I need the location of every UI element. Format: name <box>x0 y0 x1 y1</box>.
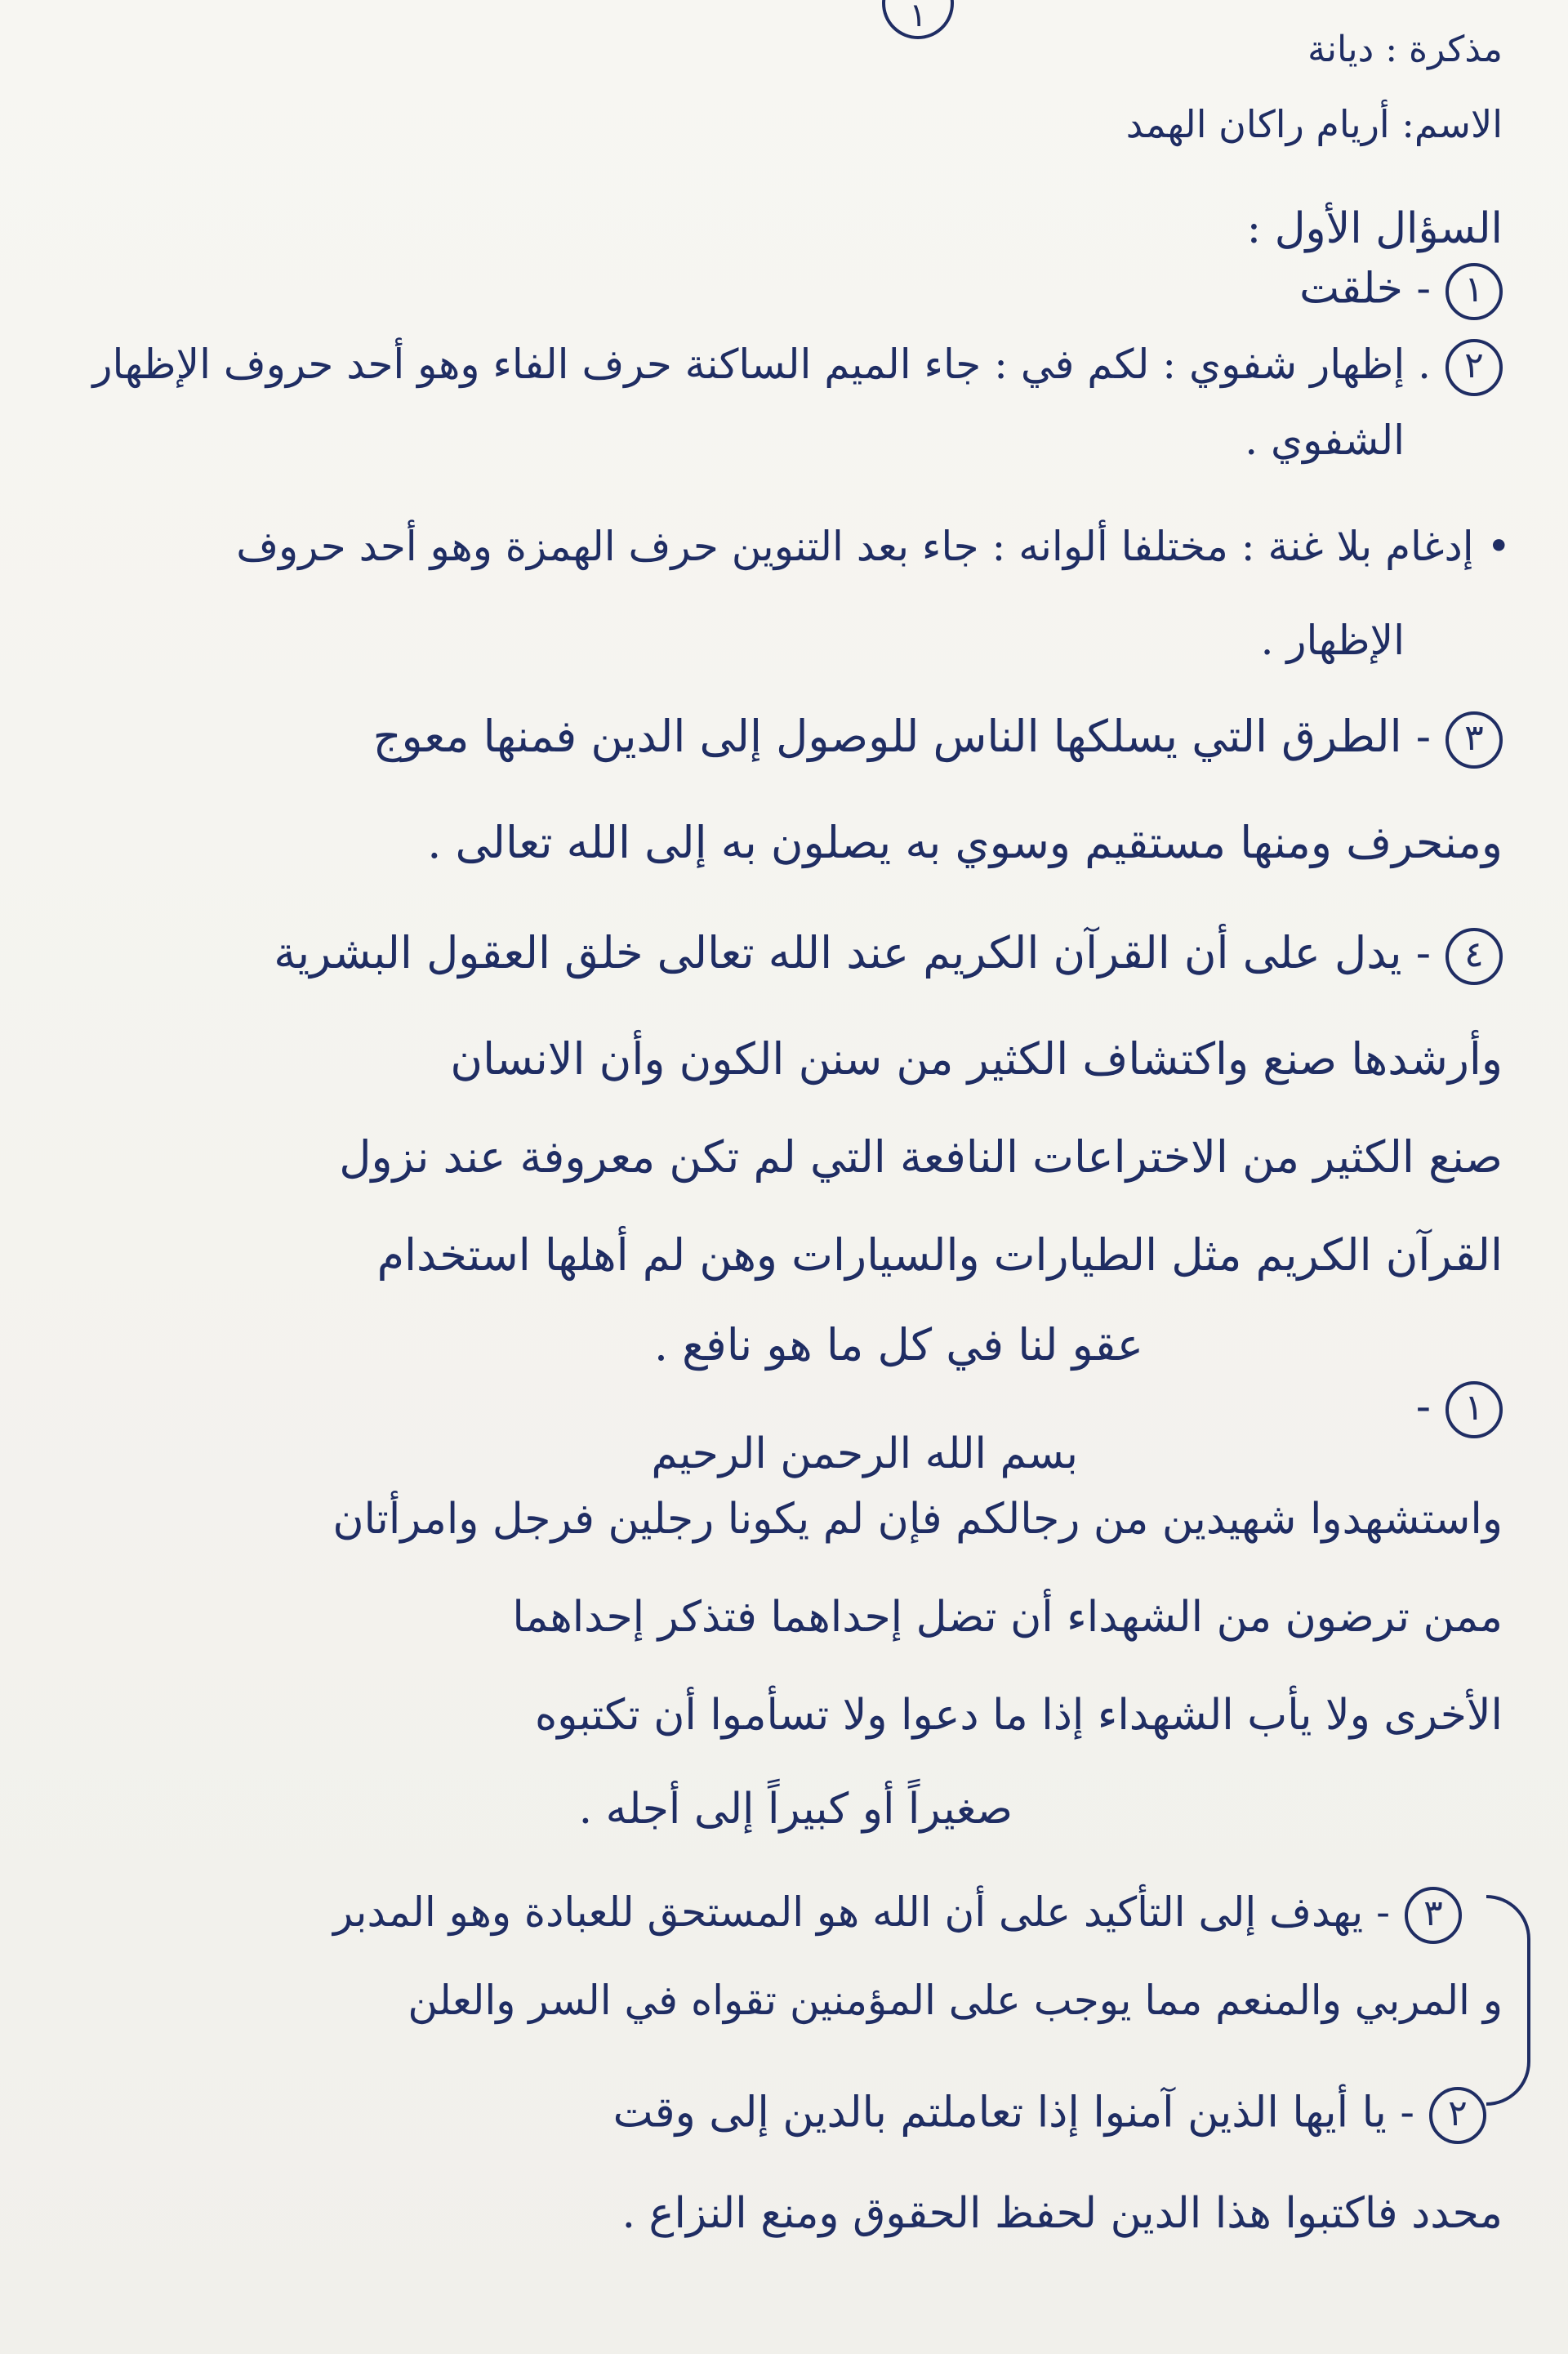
verse-line-3: الأخرى ولا يأب الشهداء إذا ما دعوا ولا تسأموا أن تكتبوه <box>534 1691 1503 1740</box>
answer-text: - الطرق التي يسلكها الناس للوصول إلى الدين فمنها معوج <box>372 711 1431 762</box>
answer-number: ٣ <box>1405 1887 1462 1944</box>
header-name: الاسم: أريام راكان الهمد <box>1125 102 1503 146</box>
answer-4-line-3: صنع الكثير من الاختراعات النافعة التي لم تكن معروفة عند نزول <box>339 1131 1503 1183</box>
question-title: السؤال الأول : <box>1246 204 1503 253</box>
answer-4-line-4: القرآن الكريم مثل الطيارات والسيارات وهن لم أهلها استخدام <box>376 1229 1503 1281</box>
verse-line-4: صغيراً أو كبيراً إلى أجله . <box>578 1785 1013 1834</box>
answer-2b-line-2: الإظهار . <box>1260 617 1405 664</box>
answer-text: - خلقت <box>1299 264 1431 314</box>
answer-b2-line-1 <box>613 2087 1486 2144</box>
answer-1 <box>1299 263 1503 320</box>
answer-2b-line-1: • إدغام بلا غنة : مختلفا ألوانه : جاء بعد التنوين حرف الهمزة وهو أحد حروف <box>236 523 1511 570</box>
answer-3-line-2: ومنحرف ومنها مستقيم وسوي به يصلون به إلى الله تعالى . <box>427 817 1503 868</box>
header-subject: مذكرة : ديانة <box>1307 29 1503 70</box>
answer-3-line-1 <box>373 711 1503 769</box>
section-2-number: ١- <box>1416 1380 1503 1438</box>
answer-text: - يا أيها الذين آمنوا إذا تعاملتم بالدين إلى وقت <box>612 2088 1414 2138</box>
answer-2-line-1 <box>92 339 1503 396</box>
page-number: ١ <box>882 0 954 39</box>
answer-2-line-2: الشفوي . <box>1245 417 1405 464</box>
answer-number: ٤ <box>1446 928 1503 985</box>
answer-b3-line-1 <box>333 1887 1462 1944</box>
answer-number: ١ <box>1446 1381 1503 1438</box>
answer-4-line-2: وأرشدها صنع واكتشاف الكثير من سنن الكون وأن الانسان <box>450 1033 1503 1085</box>
answer-b3-line-2: و المربي والمنعم مما يوجب على المؤمنين تقواه في السر والعلن <box>408 1977 1503 2024</box>
verse-line-2: ممن ترضون من الشهداء أن تضل إحداهما فتذكر إحداهما <box>512 1593 1503 1642</box>
answer-text: - يهدف إلى التأكيد على أن الله هو المستحق للعبادة وهو المدبر <box>332 1888 1390 1936</box>
answer-4-line-1 <box>274 927 1503 985</box>
answer-text: - يدل على أن القرآن الكريم عند الله تعالى خلق العقول البشرية <box>274 927 1431 979</box>
answer-b2-line-2: محدد فاكتبوا هذا الدين لحفظ الحقوق ومنع النزاع . <box>621 2189 1503 2238</box>
answer-number: ٢ <box>1429 2087 1486 2144</box>
answer-number: ٣ <box>1446 711 1503 769</box>
answer-number: ١ <box>1446 263 1503 320</box>
verse-line-1: واستشهدوا شهيدين من رجالكم فإن لم يكونا رجلين فرجل وامرأتان <box>332 1495 1503 1544</box>
basmala: بسم الله الرحمن الرحيم <box>651 1429 1078 1478</box>
answer-text: . إظهار شفوي : لكم في : جاء الميم الساكنة حرف الفاء وهو أحد حروف الإظهار <box>92 341 1431 388</box>
answer-number: ٢ <box>1446 339 1503 396</box>
answer-4-line-5: عقو لنا في كل ما هو نافع . <box>653 1319 1143 1371</box>
